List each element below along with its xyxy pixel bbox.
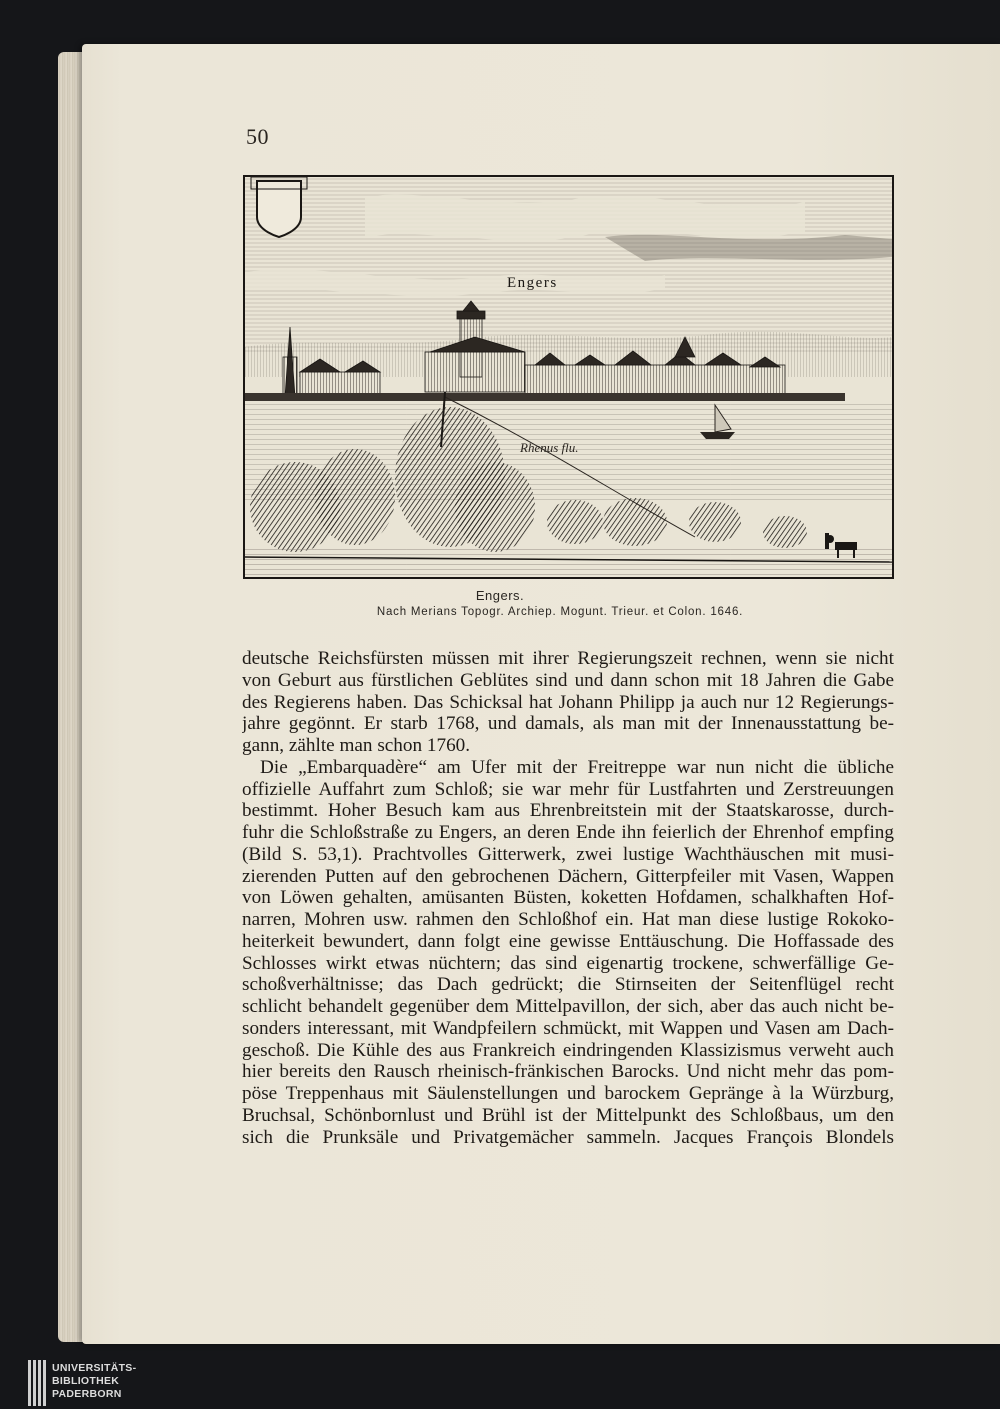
river-label: Rhenus flu. [520,440,579,455]
engers-engraving [243,175,894,579]
text-line: offizielle Auffahrt zum Schloß; sie war mehr für Lustfahrten und Zerstreuungen [242,778,894,800]
text-line: fuhr die Schloßstraße zu Engers, an deren Ende ihn feierlich der Ehrenhof empfing [242,822,894,843]
text-line: sonders interessant, mit Wandpfeilern schmückt, mit Wappen und Vasen am Dach- [242,1017,894,1039]
text-line: von Geburt aus fürstlichen Geblütes sind und dann schon mit 18 Jahren die Gabe [242,669,894,691]
text-line: Schlosses wirkt etwas nüchtern; das sind eigenartig trockene, schwerfällige Ge- [242,952,894,974]
text-line: (Bild S. 53,1). Prachtvolles Gitterwerk, zwei lustige Wachthäuschen mit musi- [242,843,894,865]
body-text [242,648,894,1148]
text-line: sich die Prunksäle und Privatgemächer sammeln. Jacques François Blondels [242,1126,894,1148]
text-line: bestimmt. Hoher Besuch kam aus Ehrenbreitstein mit der Staatskarosse, durch- [242,800,894,822]
text-line: zierenden Putten auf den gebrochenen Dächern, Gitterpfeiler mit Vasen, Wappen [242,865,894,887]
text-line: jahre gegönnt. Er starb 1768, und damals, als man mit der Innenausstattung be- [242,713,894,735]
logo-bars-icon [28,1360,48,1406]
text-line: heiterkeit bewundert, dann folgt eine gewisse Enttäuschung. Die Hoffassade des [242,930,894,952]
text-line: deutsche Reichsfürsten müssen mit ihrer Regierungszeit rechnen, wenn sie nicht [242,648,894,669]
engraving-title: Engers [507,275,558,291]
caption-subtitle: Nach Merians Topogr. Archiep. Mogunt. Trieur. et Colon. 1646. [376,606,744,618]
logo-line-3: PADERBORN [52,1388,122,1400]
text-line: pöse Treppenhaus mit Säulenstellungen und barockem Gepränge à la Würzburg, [242,1083,894,1104]
text-line: von Löwen gehalten, amüsanten Büsten, koketten Hofdamen, schalkhaften Hof- [242,887,894,909]
library-logo [28,1360,158,1406]
logo-line-1: UNIVERSITÄTS- [52,1362,137,1374]
text-line: hier bereits den Rausch rheinisch-fränkischen Barocks. Und nicht mehr das pom- [242,1061,894,1083]
text-line: geschoß. Die Kühle des aus Frankreich eindringenden Klassizismus verweht auch [242,1039,894,1061]
text-line: gann, zählte man schon 1760. [242,735,471,756]
text-line: schoßverhältnisse; das Dach gedrückt; die Stirnseiten der Seitenflügel recht [242,974,894,996]
text-line: Bruchsal, Schönbornlust und Brühl ist der Mittelpunkt des Schloßbaus, um den [242,1104,894,1126]
text-line: des Regierens haben. Das Schicksal hat Johann Philipp ja auch nur 12 Regierungs- [242,691,894,713]
text-line: schlicht behandelt gegenüber dem Mittelpavillon, der sich, aber das auch nicht be- [242,996,894,1017]
caption-title: Engers. [475,588,525,603]
logo-line-2: BIBLIOTHEK [52,1375,120,1387]
text-line: narren, Mohren usw. rahmen den Schloßhof ein. Hat man diese lustige Rokoko- [242,909,894,930]
page-number: 50 [246,124,269,149]
text-line: Die „Embarquadère“ am Ufer mit der Freitreppe war nun nicht die übliche [260,756,894,778]
